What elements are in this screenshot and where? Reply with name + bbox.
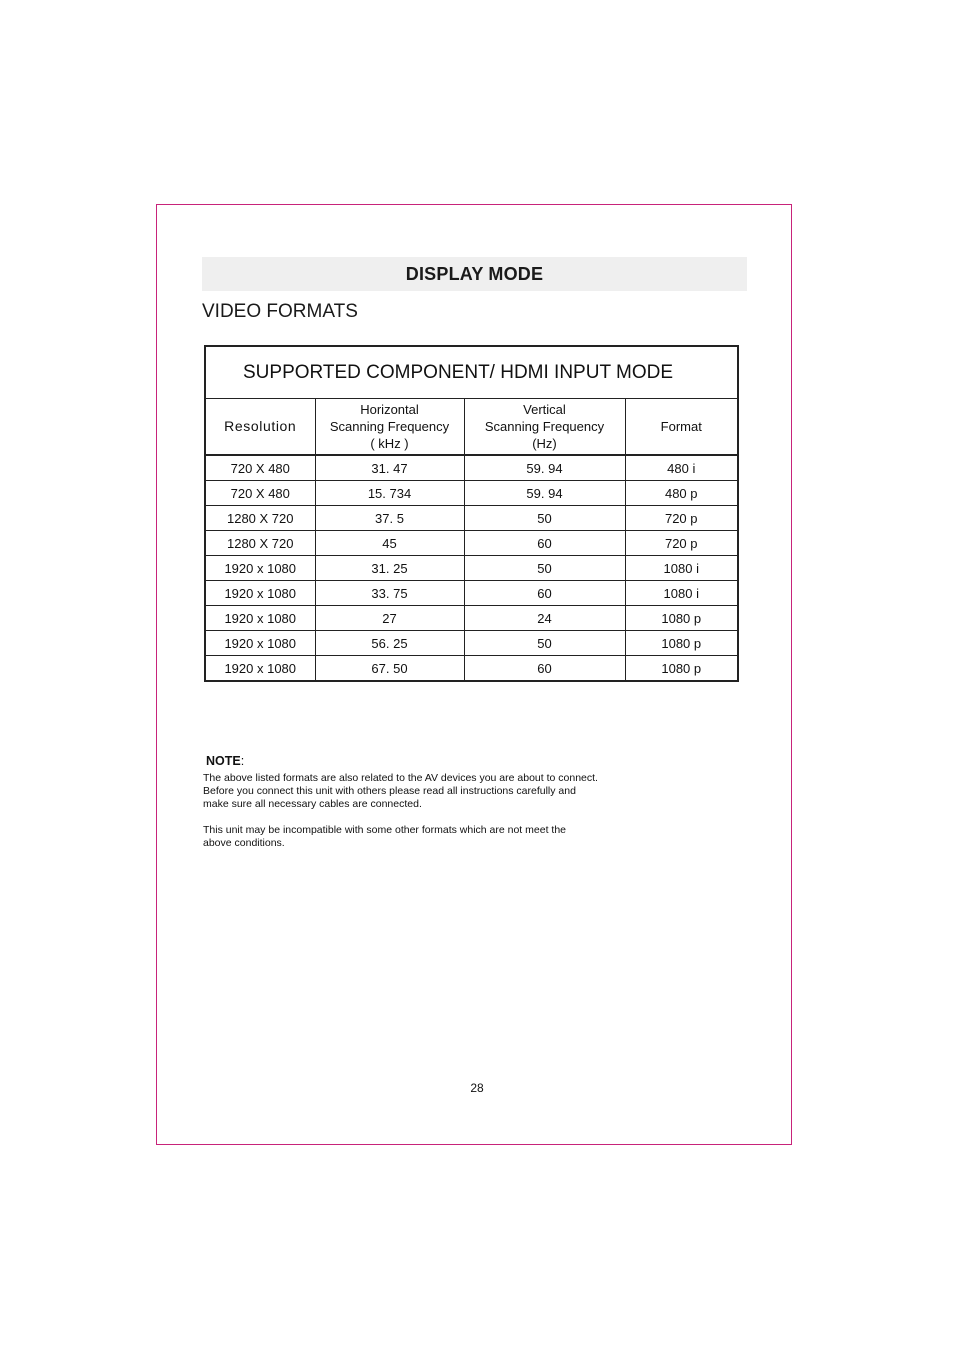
column-header-horizontal: [315, 399, 464, 456]
subheading: VIDEO FORMATS: [202, 301, 358, 322]
page-number: 28: [470, 1081, 484, 1095]
cell-h-freq: 27: [315, 606, 464, 631]
table-row: [205, 506, 738, 531]
cell-format: 480 i: [625, 455, 738, 481]
table-row: [205, 481, 738, 506]
input-mode-table: [204, 345, 739, 682]
cell-format: 1080 p: [625, 606, 738, 631]
column-header-horizontal-line2: Scanning Frequency: [329, 419, 450, 434]
cell-h-freq: 31. 47: [315, 455, 464, 481]
note-label: [206, 755, 663, 768]
table-row: [205, 631, 738, 656]
note-label-text: NOTE: [206, 754, 241, 768]
cell-resolution: 720 X 480: [205, 455, 315, 481]
note-block: [203, 755, 663, 850]
cell-resolution: 1920 x 1080: [205, 631, 315, 656]
cell-resolution: 1920 x 1080: [205, 556, 315, 581]
cell-format: 1080 i: [625, 556, 738, 581]
cell-resolution: 1280 X 720: [205, 531, 315, 556]
cell-format: 480 p: [625, 481, 738, 506]
note-paragraph-1: The above listed formats are also related to the AV devices you are about to connect. Before you connect this unit with others please read all instructions carefully and make sure all necessary cables are connected.: [203, 772, 598, 810]
cell-resolution: 1920 x 1080: [205, 581, 315, 606]
note-paragraph-2: This unit may be incompatible with some other formats which are not meet the above conditions.: [203, 824, 566, 849]
table-row: [205, 606, 738, 631]
cell-h-freq: 15. 734: [315, 481, 464, 506]
cell-v-freq: 60: [464, 656, 625, 682]
cell-format: 720 p: [625, 531, 738, 556]
cell-v-freq: 60: [464, 581, 625, 606]
table-title: SUPPORTED COMPONENT/ HDMI INPUT MODE: [205, 346, 738, 399]
cell-v-freq: 60: [464, 531, 625, 556]
cell-h-freq: 31. 25: [315, 556, 464, 581]
cell-v-freq: 50: [464, 506, 625, 531]
column-header-vertical-line3: (Hz): [532, 436, 557, 451]
cell-resolution: 1280 X 720: [205, 506, 315, 531]
column-header-horizontal-line1: Horizontal: [360, 402, 419, 417]
cell-resolution: 1920 x 1080: [205, 606, 315, 631]
column-header-vertical: [464, 399, 625, 456]
cell-h-freq: 56. 25: [315, 631, 464, 656]
section-title: DISPLAY MODE: [202, 257, 747, 291]
column-header-horizontal-line3: ( kHz ): [370, 436, 409, 451]
table-row: [205, 656, 738, 682]
table-row: [205, 455, 738, 481]
cell-v-freq: 50: [464, 631, 625, 656]
cell-format: 1080 p: [625, 631, 738, 656]
table-row: [205, 581, 738, 606]
column-header-vertical-line2: Scanning Frequency: [484, 419, 605, 434]
cell-h-freq: 45: [315, 531, 464, 556]
column-header-format: Format: [625, 399, 738, 456]
cell-v-freq: 24: [464, 606, 625, 631]
cell-v-freq: 59. 94: [464, 481, 625, 506]
column-header-vertical-line1: Vertical: [523, 402, 566, 417]
cell-resolution: 720 X 480: [205, 481, 315, 506]
cell-format: 1080 p: [625, 656, 738, 682]
cell-format: 720 p: [625, 506, 738, 531]
note-label-colon: :: [240, 754, 245, 768]
table-row: [205, 556, 738, 581]
cell-v-freq: 50: [464, 556, 625, 581]
cell-format: 1080 i: [625, 581, 738, 606]
cell-v-freq: 59. 94: [464, 455, 625, 481]
cell-resolution: 1920 x 1080: [205, 656, 315, 682]
cell-h-freq: 37. 5: [315, 506, 464, 531]
column-header-resolution: Resolution: [205, 399, 315, 456]
cell-h-freq: 33. 75: [315, 581, 464, 606]
table-header-row: [205, 399, 738, 456]
cell-h-freq: 67. 50: [315, 656, 464, 682]
table-row: [205, 531, 738, 556]
